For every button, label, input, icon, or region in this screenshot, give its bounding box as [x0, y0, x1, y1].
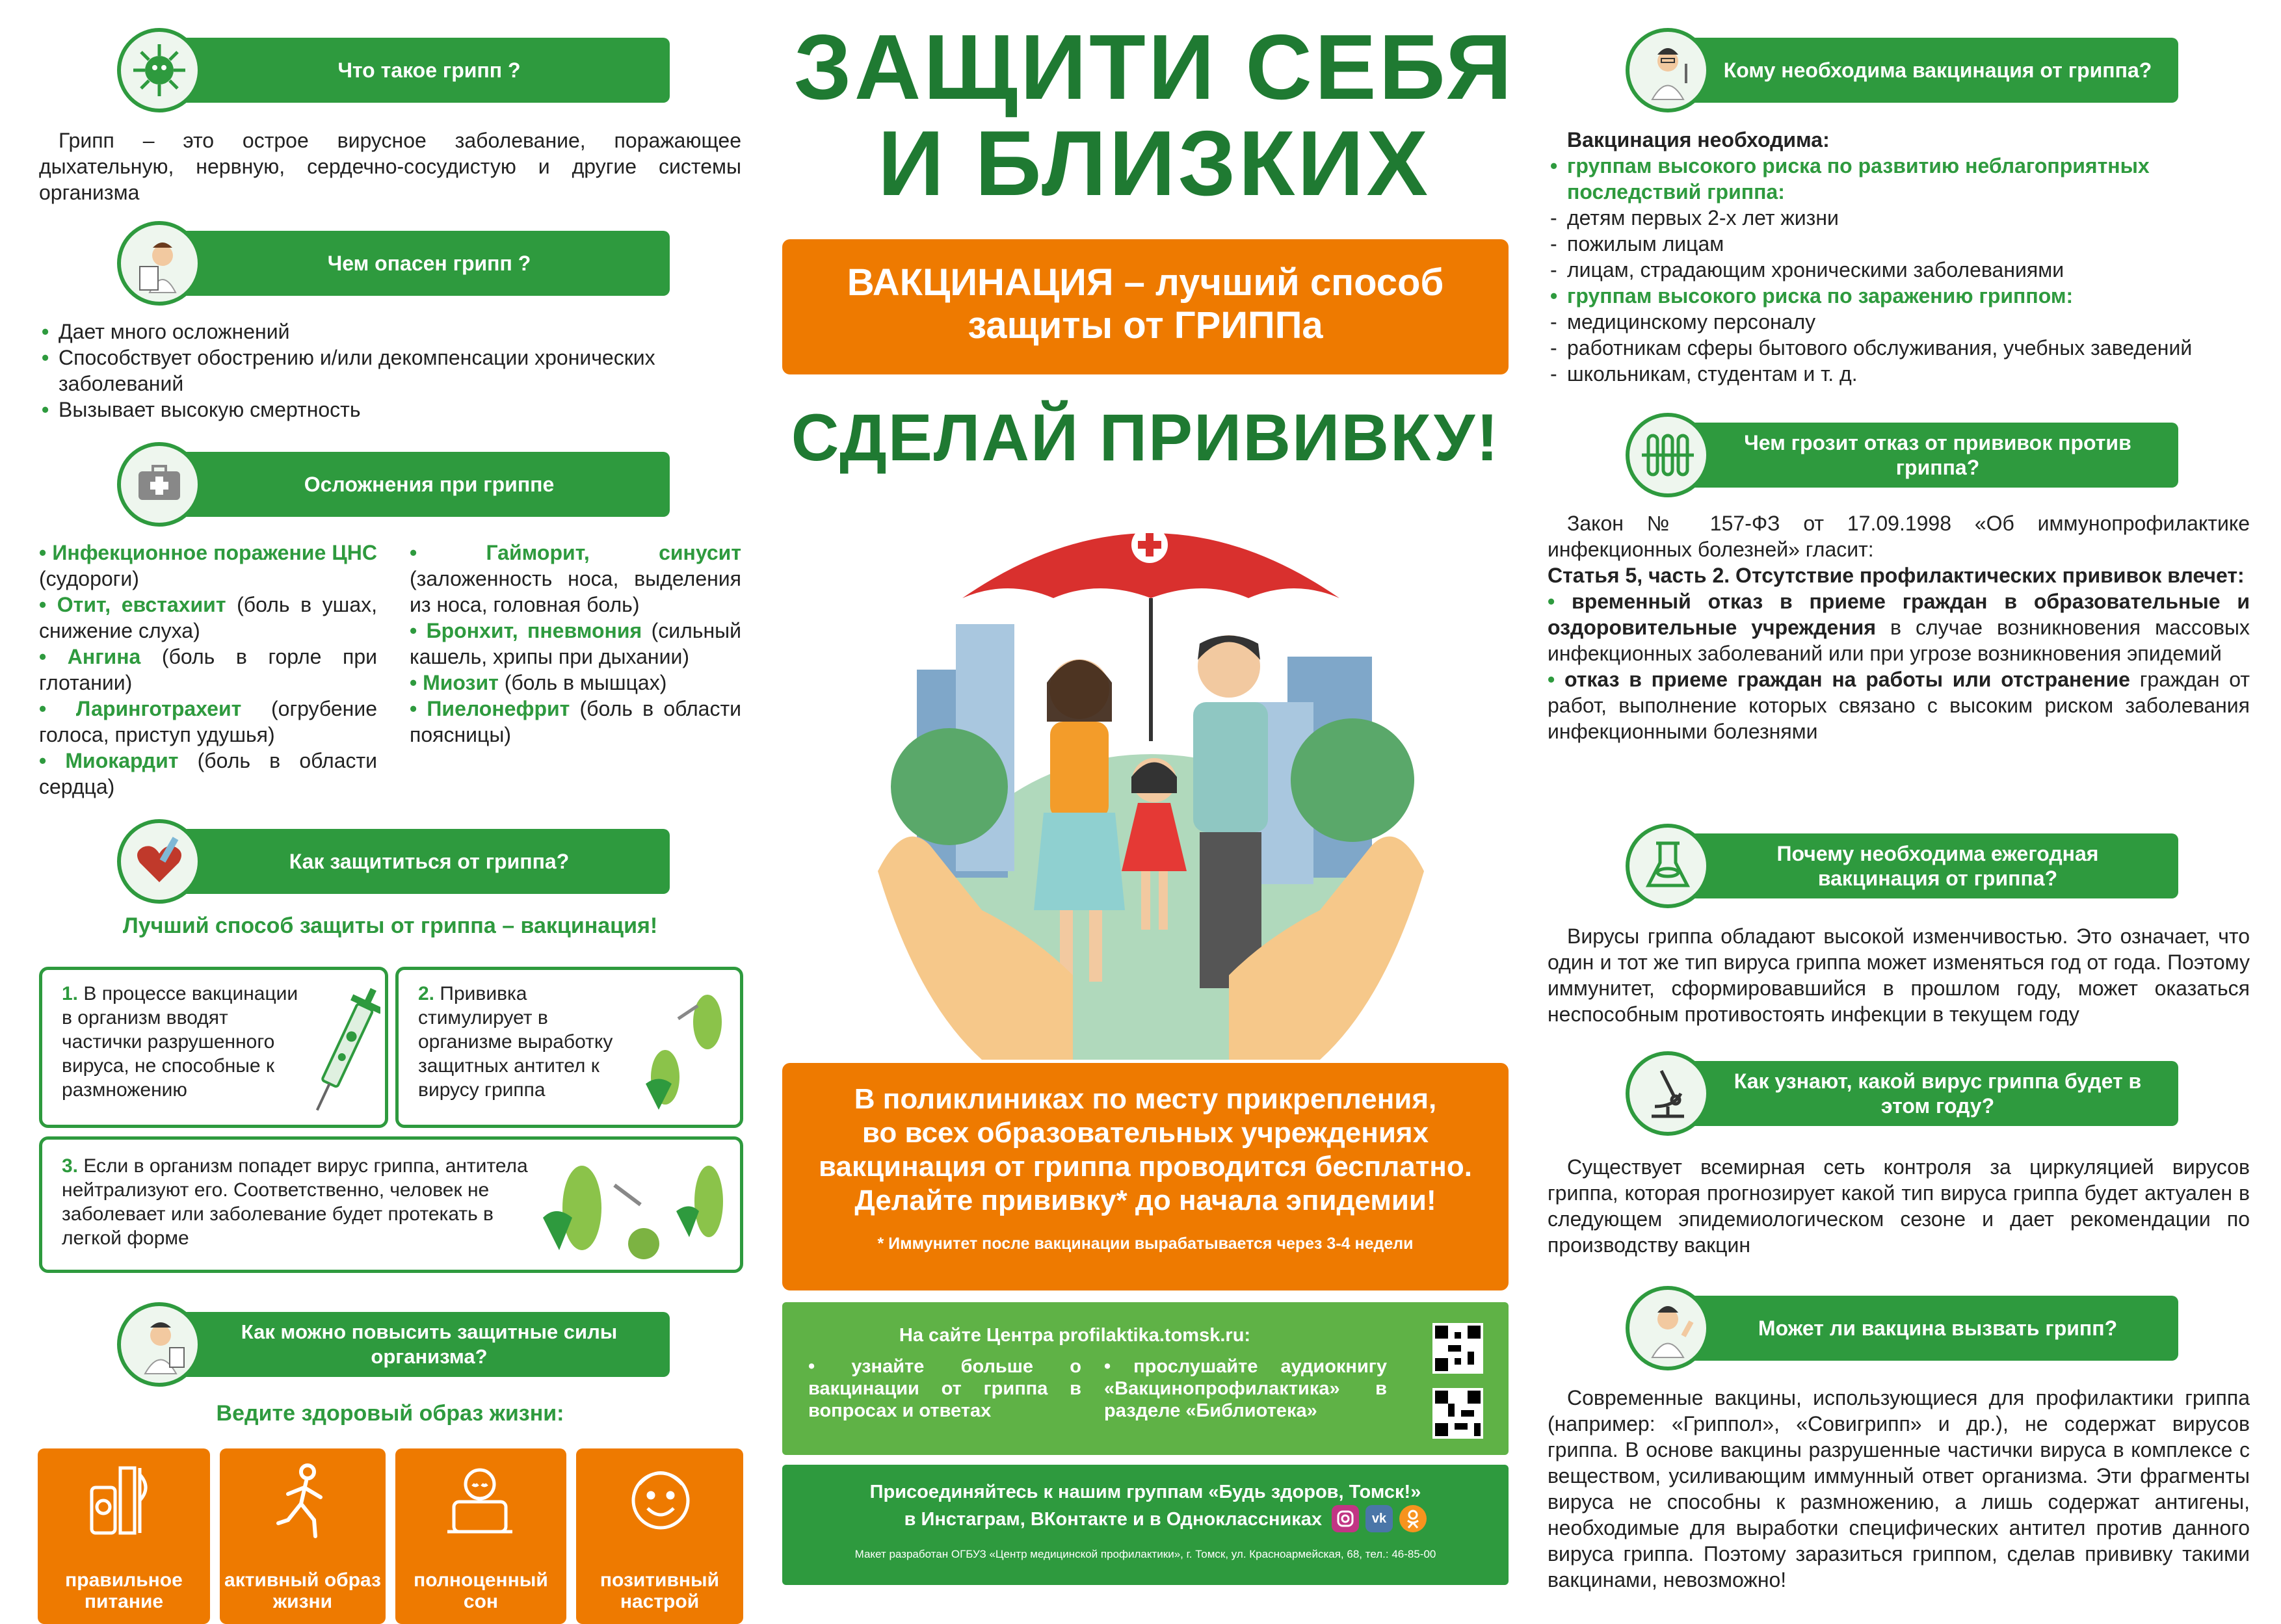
tile-label: полноценный сон — [414, 1569, 548, 1612]
paragraph: Вирусы гриппа обладают высокой изменчивостью. Это означает, что один и тот же тип вируса гриппа может изменяться год от года. Поэтому иммунитет, сформировавшийся в прошлом году, может оказаться неспособным противостоять инфекции в текущем году — [1548, 924, 2250, 1026]
banner-line-1: ВАКЦИНАЦИЯ – лучший способ — [847, 261, 1444, 304]
section-title: Осложнения при гриппе — [163, 452, 670, 517]
list-item: - пожилым лицам — [1548, 231, 2250, 257]
info-line: В поликлиниках по месту прикрепления, — [854, 1083, 1437, 1115]
complication-item: • Ларинготрахеит (огрубение голоса, приступ удушья) — [39, 697, 378, 746]
header-what-is-flu — [117, 38, 670, 103]
complication-item: • Отит, евстахиит (боль в ушах, снижение слуха) — [39, 593, 378, 642]
antibodies-defeat-virus-icon — [543, 1146, 732, 1270]
vaccine-cause-flu-text — [1548, 1385, 2250, 1593]
join-line-1: Присоединяйтесь к нашим группам «Будь здоров, Томск!» — [869, 1482, 1421, 1502]
risk-group-1: • группам высокого риска по развитию неблагоприятных последствий гриппа: — [1548, 153, 2250, 205]
complication-item: • Гайморит, синусит (заложенность носа, выделения из носа, головная боль) — [410, 541, 741, 616]
list-item: - работникам сферы бытового обслуживания, учебных заведений — [1548, 335, 2250, 361]
list-item: - медицинскому персоналу — [1548, 309, 2250, 335]
tile-label: правильное питание — [65, 1569, 183, 1612]
list-item: • Вызывает высокую смертность — [39, 397, 741, 423]
immunity-footnote: * Иммунитет после вакцинации вырабатывается через 3-4 недели — [877, 1235, 1414, 1253]
complication-item: • Миозит (боль в мышцах) — [410, 671, 667, 694]
section-title: Может ли вакцина вызвать грипп? — [1671, 1296, 2178, 1361]
lead-text: Вакцинация необходима: — [1567, 128, 1830, 151]
paragraph: Современные вакцины, использующиеся для профилактики гриппа (например: «Гриппол», «Совигрипп» и др.), не содержат вирусов гриппа. В основе вакцины разрушенные частички вируса в комплексе с веществом, усиливающим иммунный ответ организма. Эти фрагменты вируса не способны к размножению, а лишь содержат антигены, необходимые для выработки специфических антител против данного вируса гриппа. Поэтому заразиться гриппом, сделав прививку такими вакцинами, невозможно! — [1548, 1386, 2250, 1591]
who-needs-vaccine-text — [1548, 127, 2250, 387]
info-line: Делайте прививку* до начала эпидемии! — [854, 1185, 1436, 1216]
vaccination-banner — [782, 239, 1509, 374]
lab-flask-icon — [1626, 824, 1710, 908]
test-tubes-icon — [1626, 413, 1710, 497]
qr-code-1[interactable] — [1432, 1323, 1483, 1374]
section-title: Что такое грипп ? — [163, 38, 670, 103]
website-title: На сайте Центра profilaktika.tomsk.ru: — [899, 1325, 1251, 1346]
doctor-icon — [117, 221, 202, 306]
list-item: - школьникам, студентам и т. д. — [1548, 361, 2250, 387]
section-title: Как защититься от гриппа? — [163, 829, 670, 894]
healthy-life-subtitle: Ведите здоровый образ жизни: — [216, 1401, 564, 1426]
section-title: Кому необходима вакцинация от гриппа? — [1671, 38, 2178, 103]
virus-icon — [117, 28, 202, 112]
consequence-item: • временный отказ в приеме граждан в образовательные и оздоровительные учреждения в случае возникновения массовых инфекционных заболеваний или при угрозе возникновения эпидемий — [1548, 590, 2250, 665]
syringe-icon — [309, 983, 380, 1120]
title-line-1: ЗАЩИТИ СЕБЯ — [793, 16, 1515, 119]
odnoklassniki-icon[interactable] — [1399, 1505, 1427, 1532]
step-text: 3. Если в организм попадет вирус гриппа, антитела нейтрализуют его. Соответственно, человек не заболевает или заболевание будет протекать в легкой форме — [62, 1155, 528, 1249]
tile-active — [220, 1448, 386, 1624]
heart-vaccine-icon — [117, 819, 202, 904]
refusal-consequences-text — [1548, 510, 2250, 744]
sleep-icon — [444, 1461, 516, 1539]
free-vaccination-banner — [782, 1063, 1509, 1290]
step-box-2 — [395, 967, 743, 1128]
info-line: во всех образовательных учреждениях — [862, 1117, 1429, 1149]
tile-label: активный образ жизни — [224, 1569, 381, 1612]
consequence-item: • отказ в приеме граждан на работы или отстранение граждан от работ, выполнение которых связано с высоким риском заболевания инфекционными болезнями — [1548, 668, 2250, 743]
header-boost-immunity — [117, 1312, 670, 1377]
law-paragraph: Закон № 157-ФЗ от 17.09.1998 «Об иммунопрофилактике инфекционных болезней» гласит: — [1548, 512, 2250, 561]
smile-face-icon — [625, 1461, 696, 1539]
step-box-1 — [39, 967, 388, 1128]
complication-item: • Инфекционное поражение ЦНС (судороги) — [39, 541, 377, 590]
list-item: - детям первых 2-х лет жизни — [1548, 205, 2250, 231]
tile-nutrition — [38, 1448, 210, 1624]
main-title — [780, 16, 1528, 215]
header-which-virus — [1626, 1061, 2178, 1126]
family-umbrella-illustration — [865, 507, 1437, 1060]
section-title: Как узнают, какой вирус гриппа будет в этом году? — [1671, 1061, 2178, 1126]
list-item: • Способствует обострению и/или декомпенсации хронических заболеваний — [39, 345, 741, 397]
info-line: вакцинация от гриппа проводится бесплатно. — [819, 1151, 1472, 1183]
website-info-box — [782, 1302, 1509, 1455]
doctor-icon — [1626, 1286, 1710, 1370]
step-box-3 — [39, 1136, 743, 1273]
protection-subtitle: Лучший способ защиты от гриппа – вакцинация! — [122, 913, 658, 938]
complications-col1 — [39, 540, 377, 800]
credits-text: Макет разработан ОГБУЗ «Центр медицинской профилактики», г. Томск, ул. Красноармейская, 68, тел.: 46-85-00 — [854, 1548, 1436, 1560]
section-title: Как можно повысить защитные силы организма? — [163, 1312, 670, 1377]
title-line-2: И БЛИЗКИХ — [877, 112, 1431, 215]
microscope-icon — [1626, 1051, 1710, 1136]
food-icon — [86, 1461, 158, 1539]
header-annual-vaccination — [1626, 833, 2178, 898]
tile-sleep — [395, 1448, 566, 1624]
get-vaccinated-title: СДЕЛАЙ ПРИВИВКУ! — [791, 400, 1500, 475]
annual-vaccination-text — [1548, 923, 2250, 1027]
medical-kit-icon — [117, 442, 202, 527]
header-who-needs-vaccine — [1626, 38, 2178, 103]
section-title: Чем грозит отказ от прививок против гриппа? — [1671, 423, 2178, 488]
header-how-protect — [117, 829, 670, 894]
which-virus-text — [1548, 1154, 2250, 1258]
header-complications — [117, 452, 670, 517]
step-text: 2. Прививка стимулирует в организме выработку защитных антител к вирусу гриппа — [418, 983, 613, 1101]
header-why-dangerous — [117, 231, 670, 296]
risk-group-2: • группам высокого риска по заражению гриппом: — [1548, 283, 2250, 309]
list-item: - лицам, страдающим хроническими заболеваниями — [1548, 257, 2250, 283]
dangers-list — [39, 319, 741, 423]
complication-item: • Бронхит, пневмония (сильный кашель, хрипы при дыхании) — [410, 619, 742, 668]
doctor-icon — [117, 1302, 202, 1387]
header-refusal-consequences — [1626, 423, 2178, 488]
tile-label: позитивный настрой — [600, 1569, 720, 1612]
complication-item: • Пиелонефрит (боль в области поясницы) — [410, 697, 741, 746]
header-can-vaccine-cause-flu — [1626, 1296, 2178, 1361]
banner-line-2: защиты от ГРИППа — [968, 304, 1323, 347]
join-groups-box — [782, 1465, 1509, 1585]
article-paragraph: Статья 5, часть 2. Отсутствие профилактических прививок влечет: — [1548, 564, 2245, 587]
step-text: 1. В процессе вакцинации в организм вводят частички разрушенного вируса, не способные к размножению — [62, 983, 298, 1101]
qr-code-2[interactable] — [1432, 1388, 1483, 1439]
antibody-fight-icon — [633, 980, 737, 1120]
complication-item: • Ангина (боль в горле при глотании) — [39, 645, 378, 694]
join-line-2: в Инстаграм, ВКонтакте и в Одноклассниках — [904, 1509, 1322, 1530]
doctor-icon — [1626, 28, 1710, 112]
running-icon — [269, 1461, 340, 1539]
website-item-2: • прослушайте аудиокнигу «Вакцинопрофилактика» в разделе «Библиотека» — [1104, 1356, 1387, 1421]
section-title: Чем опасен грипп ? — [163, 231, 670, 296]
flu-definition-text — [39, 127, 741, 205]
website-item-1: • узнайте больше о вакцинации от гриппа в вопросах и ответах — [808, 1356, 1081, 1421]
section-title: Почему необходима ежегодная вакцинация от гриппа? — [1671, 833, 2178, 898]
tile-positive — [576, 1448, 743, 1624]
paragraph: Грипп – это острое вирусное заболевание, поражающее дыхательную, нервную, сердечно-сосудистую и другие системы организма — [39, 129, 741, 204]
instagram-icon[interactable] — [1332, 1505, 1359, 1532]
complication-item: • Миокардит (боль в области сердца) — [39, 749, 378, 798]
complications-col2 — [410, 540, 741, 748]
vk-icon[interactable]: vk — [1365, 1505, 1393, 1532]
paragraph: Существует всемирная сеть контроля за циркуляцией вирусов гриппа, которая прогнозирует какой тип вируса гриппа будет актуален в следующем эпидемиологическом сезоне и дает рекомендации по производству вакцин — [1548, 1155, 2250, 1257]
list-item: • Дает много осложнений — [39, 319, 741, 345]
